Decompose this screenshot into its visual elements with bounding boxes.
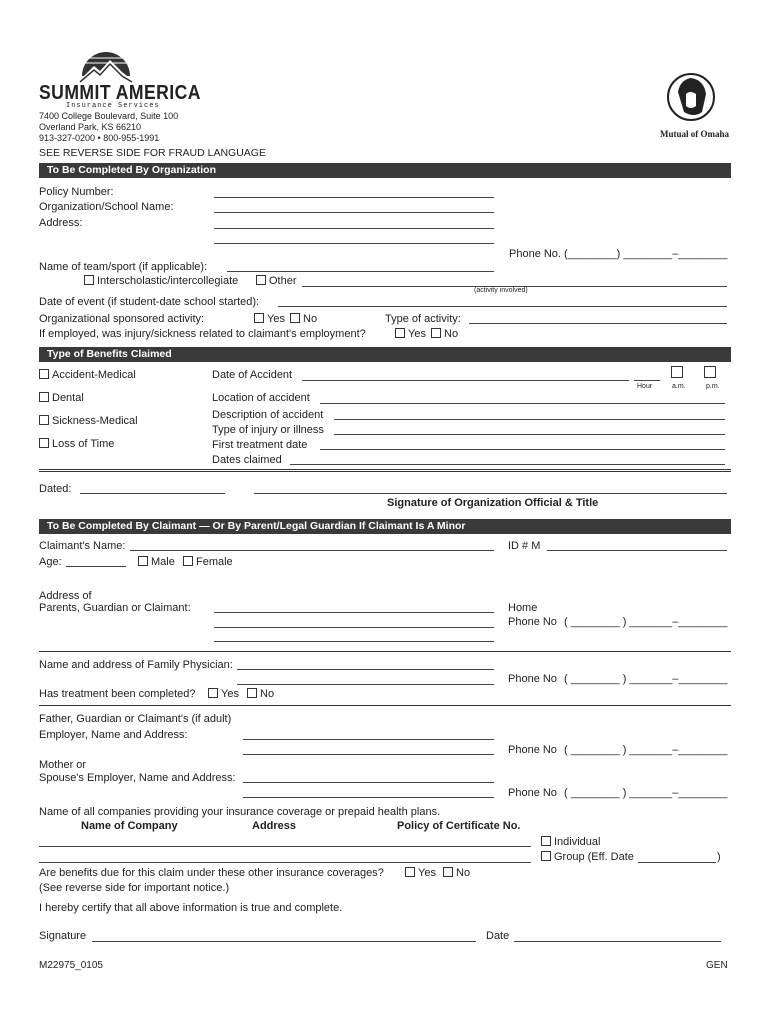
employed-label: If employed, was injury/sickness related to claimant's employment? (39, 328, 366, 340)
accident-medical-checkbox[interactable] (39, 369, 49, 379)
dates-claimed-label: Dates claimed (212, 454, 282, 466)
id-field[interactable] (547, 550, 727, 551)
indian-head-icon (666, 72, 716, 128)
sickness-medical-checkbox[interactable] (39, 415, 49, 425)
benefits-due-no-option[interactable]: No (443, 867, 470, 880)
hour-caption: Hour (637, 383, 653, 390)
date-of-event-field[interactable] (278, 306, 727, 307)
employed-no-checkbox[interactable] (431, 328, 441, 338)
type-of-activity-field[interactable] (469, 323, 727, 324)
sponsored-yes-checkbox[interactable] (254, 313, 264, 323)
father-phone-field[interactable]: ( ________ ) _______–________ (564, 744, 728, 756)
col-name-of-company: Name of Company (81, 820, 178, 832)
treatment-no-option[interactable]: No (247, 688, 274, 701)
physician-field-1[interactable] (237, 669, 494, 670)
father-employer-field-2[interactable] (243, 754, 494, 755)
see-reverse-notice: (See reverse side for important notice.) (39, 882, 230, 894)
dental-checkbox[interactable] (39, 392, 49, 402)
company-name: SUMMIT AMERICA (39, 82, 201, 104)
mountain-logo-icon (78, 46, 134, 84)
dated-field[interactable] (80, 493, 225, 494)
dates-claimed-field[interactable] (290, 464, 725, 465)
loss-of-time-checkbox[interactable] (39, 438, 49, 448)
policy-number-label: Policy Number: (39, 186, 114, 198)
hour-field[interactable] (634, 380, 660, 381)
org-address-field-1[interactable] (214, 228, 494, 229)
activity-involved-caption: (activity involved) (474, 287, 528, 294)
interscholastic-option[interactable]: Interscholastic/intercollegiate (84, 275, 238, 288)
physician-field-2[interactable] (237, 684, 494, 685)
fraud-notice: SEE REVERSE SIDE FOR FRAUD LANGUAGE (39, 147, 266, 159)
treatment-completed-label: Has treatment been completed? (39, 688, 196, 700)
sickness-medical-option[interactable]: Sickness-Medical (39, 415, 138, 428)
father-employer-label-1: Father, Guardian or Claimant's (if adult) (39, 713, 232, 725)
treatment-no-checkbox[interactable] (247, 688, 257, 698)
divider (39, 651, 731, 652)
other-insurance-field-2[interactable] (39, 862, 531, 863)
father-employer-label-2: Employer, Name and Address: (39, 729, 188, 741)
group-close-paren: ) (717, 851, 721, 863)
date-field[interactable] (514, 941, 721, 942)
treatment-yes-option[interactable]: Yes (208, 688, 239, 701)
mutual-of-omaha-name: Mutual of Omaha (660, 129, 730, 139)
description-label: Description of accident (212, 409, 324, 421)
employed-no-option[interactable]: No (431, 328, 458, 341)
home-phone-label: Phone No (508, 616, 557, 628)
benefits-due-no-checkbox[interactable] (443, 867, 453, 877)
male-checkbox[interactable] (138, 556, 148, 566)
claimant-address-field-2[interactable] (214, 627, 494, 628)
org-phone-field[interactable]: Phone No. (________) ________–________ (509, 248, 728, 260)
other-insurance-field-1[interactable] (39, 846, 531, 847)
home-label: Home (508, 602, 538, 614)
company-phones: 913-327-0200 • 800-955-1991 (39, 133, 160, 143)
section-bar-organization: To Be Completed By Organization (39, 163, 731, 178)
form-code: GEN (706, 960, 728, 971)
employed-yes-option[interactable]: Yes (395, 328, 426, 341)
section-divider (39, 469, 731, 472)
group-option[interactable]: Group (Eff. Date (541, 851, 634, 864)
team-sport-field[interactable] (227, 271, 494, 272)
father-phone-label: Phone No (508, 744, 557, 756)
dental-option[interactable]: Dental (39, 392, 84, 405)
location-field[interactable] (320, 403, 725, 404)
section-bar-claimant: To Be Completed By Claimant — Or By Parent/Legal Guardian If Claimant Is A Minor (39, 519, 731, 534)
claimant-name-label: Claimant's Name: (39, 540, 126, 552)
benefits-due-label: Are benefits due for this claim under these other insurance coverages? (39, 867, 384, 879)
companies-label: Name of all companies providing your insurance coverage or prepaid health plans. (39, 806, 441, 818)
org-name-label: Organization/School Name: (39, 201, 174, 213)
mother-phone-label: Phone No (508, 787, 557, 799)
sponsored-no-checkbox[interactable] (290, 313, 300, 323)
col-policy-number: Policy of Certificate No. (397, 820, 521, 832)
employed-yes-checkbox[interactable] (395, 328, 405, 338)
org-address-label: Address: (39, 217, 83, 229)
date-of-accident-label: Date of Accident (212, 369, 293, 381)
am-caption: a.m. (672, 383, 686, 390)
first-treatment-field[interactable] (320, 449, 725, 450)
mother-phone-field[interactable]: ( ________ ) _______–________ (564, 787, 728, 799)
signature-official-field[interactable] (254, 493, 727, 494)
mother-employer-label-1: Mother or (39, 759, 87, 771)
signature-label: Signature (39, 930, 87, 942)
type-of-injury-field[interactable] (334, 434, 725, 435)
male-option[interactable]: Male (138, 556, 175, 569)
org-name-field[interactable] (214, 212, 494, 213)
interscholastic-checkbox[interactable] (84, 275, 94, 285)
date-of-event-label: Date of event (if student-date school started): (39, 296, 260, 308)
group-checkbox[interactable] (541, 851, 551, 861)
dated-label: Dated: (39, 483, 72, 495)
female-option[interactable]: Female (183, 556, 233, 569)
benefits-due-yes-option[interactable]: Yes (405, 867, 436, 880)
signature-official-caption: Signature of Organization Official & Title (387, 497, 599, 509)
company-address-1: 7400 College Boulevard, Suite 100 (39, 111, 179, 121)
claimant-name-field[interactable] (130, 550, 494, 551)
physician-label: Name and address of Family Physician: (39, 659, 233, 671)
company-address-2: Overland Park, KS 66210 (39, 122, 142, 132)
description-field[interactable] (334, 419, 725, 420)
date-of-accident-field[interactable] (302, 380, 629, 381)
divider (39, 705, 731, 706)
parents-guardian-label: Parents, Guardian or Claimant: (39, 602, 191, 614)
age-label: Age: (39, 556, 62, 568)
date-label: Date (486, 930, 510, 942)
location-label: Location of accident (212, 392, 310, 404)
policy-number-field[interactable] (214, 197, 494, 198)
sponsored-yes-option[interactable]: Yes (254, 313, 285, 326)
father-employer-field-1[interactable] (243, 739, 494, 740)
mother-employer-label-2: Spouse's Employer, Name and Address: (39, 772, 236, 784)
home-phone-field[interactable]: ( ________ ) _______–________ (564, 616, 728, 628)
physician-phone-label: Phone No (508, 673, 557, 685)
claimant-address-field-1[interactable] (214, 612, 494, 613)
id-label: ID # M (508, 540, 541, 552)
treatment-yes-checkbox[interactable] (208, 688, 218, 698)
am-checkbox[interactable] (671, 366, 683, 378)
benefits-due-yes-checkbox[interactable] (405, 867, 415, 877)
loss-of-time-option[interactable]: Loss of Time (39, 438, 114, 451)
mutual-of-omaha-logo (666, 72, 716, 131)
other-checkbox[interactable] (256, 275, 266, 285)
summit-logo (78, 46, 134, 87)
pm-caption: p.m. (706, 383, 720, 390)
first-treatment-label: First treatment date (212, 439, 308, 451)
signature-field[interactable] (92, 941, 476, 942)
form-number: M22975_0105 (39, 960, 103, 971)
mother-employer-field-1[interactable] (243, 782, 494, 783)
other-option[interactable]: Other (256, 275, 297, 288)
type-of-activity-label: Type of activity: (385, 313, 461, 325)
section-bar-benefits: Type of Benefits Claimed (39, 347, 731, 362)
address-of-label: Address of (39, 590, 92, 602)
individual-checkbox[interactable] (541, 836, 551, 846)
physician-phone-field[interactable]: ( ________ ) _______–________ (564, 673, 728, 685)
pm-checkbox[interactable] (704, 366, 716, 378)
individual-option[interactable]: Individual (541, 836, 600, 849)
org-address-field-2[interactable] (214, 243, 494, 244)
company-tagline: Insurance Services (66, 102, 160, 110)
sponsored-no-option[interactable]: No (290, 313, 317, 326)
claimant-address-field-3[interactable] (214, 641, 494, 642)
age-field[interactable] (66, 566, 126, 567)
type-of-injury-label: Type of injury or illness (212, 424, 324, 436)
group-eff-date-field[interactable] (638, 862, 716, 863)
col-address: Address (252, 820, 297, 832)
female-checkbox[interactable] (183, 556, 193, 566)
certify-statement: I hereby certify that all above information is true and complete. (39, 902, 343, 914)
accident-medical-option[interactable]: Accident-Medical (39, 369, 136, 382)
team-sport-label: Name of team/sport (if applicable): (39, 261, 208, 273)
sponsored-label: Organizational sponsored activity: (39, 313, 205, 325)
mother-employer-field-2[interactable] (243, 797, 494, 798)
